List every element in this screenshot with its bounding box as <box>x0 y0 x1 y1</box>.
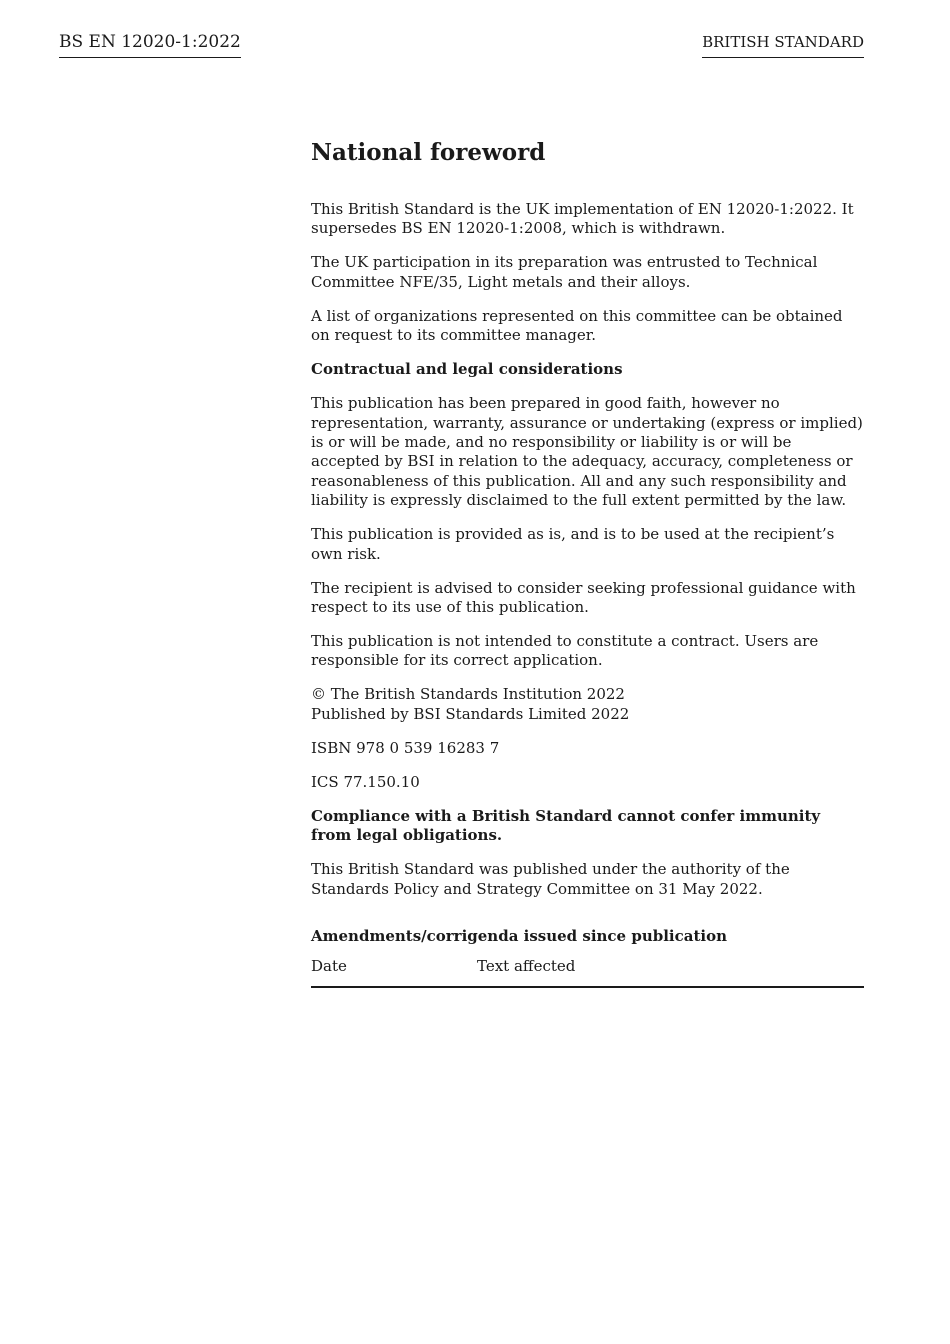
organizations-paragraph: A list of organizations represented on this committee can be obtained on request to its committee manager. <box>311 306 843 345</box>
committee-paragraph: The UK participation in its preparation was entrusted to Technical Committee NFE/35, Light metals and their alloys. <box>311 253 818 291</box>
compliance-statement: Compliance with a British Standard cannot confer immunity from legal obligations. <box>311 806 821 845</box>
isbn: ISBN 978 0 539 16283 7 <box>311 738 500 757</box>
copyright-block <box>311 685 864 724</box>
page-title: National foreword <box>311 139 546 166</box>
good-faith-paragraph: This publication has been prepared in good faith, however no representation, warranty, assurance or undertaking (express or implied) is or will be made, and no responsibility or liability is or will be accepted by BSI in relation to the adequacy, accuracy, completeness or reasonableness of this publication. All and any such responsibility and liability is expressly disclaimed to the full extent permitted by the law. <box>311 394 863 510</box>
amendments-table <box>311 957 864 988</box>
contract-paragraph: This publication is not intended to constitute a contract. Users are responsible for its correct application. <box>311 632 819 670</box>
document-id-header: BS EN 12020-1:2022 <box>59 30 241 58</box>
series-header: BRITISH STANDARD <box>702 30 864 58</box>
table-header-row <box>311 957 864 987</box>
implementation-paragraph: This British Standard is the UK implementation of EN 12020-1:2022. It supersedes BS EN 12020-1:2008, which is withdrawn. <box>311 200 854 238</box>
copyright-line: © The British Standards Institution 2022 <box>311 685 625 704</box>
published-statement: This British Standard was published under the authority of the Standards Policy and Strategy Committee on 31 May 2022. <box>311 860 790 898</box>
foreword-content <box>311 137 864 988</box>
amendments-heading: Amendments/corrigenda issued since publication <box>311 927 727 946</box>
ics: ICS 77.150.10 <box>311 772 420 791</box>
contractual-heading: Contractual and legal considerations <box>311 360 623 379</box>
guidance-paragraph: The recipient is advised to consider seeking professional guidance with respect to its use of this publication. <box>311 578 856 617</box>
publisher-line: Published by BSI Standards Limited 2022 <box>311 704 630 723</box>
date-column-header: Date <box>311 957 477 987</box>
own-risk-paragraph: This publication is provided as is, and is to be used at the recipient’s own risk. <box>311 525 835 563</box>
text-affected-column-header: Text affected <box>477 957 864 987</box>
